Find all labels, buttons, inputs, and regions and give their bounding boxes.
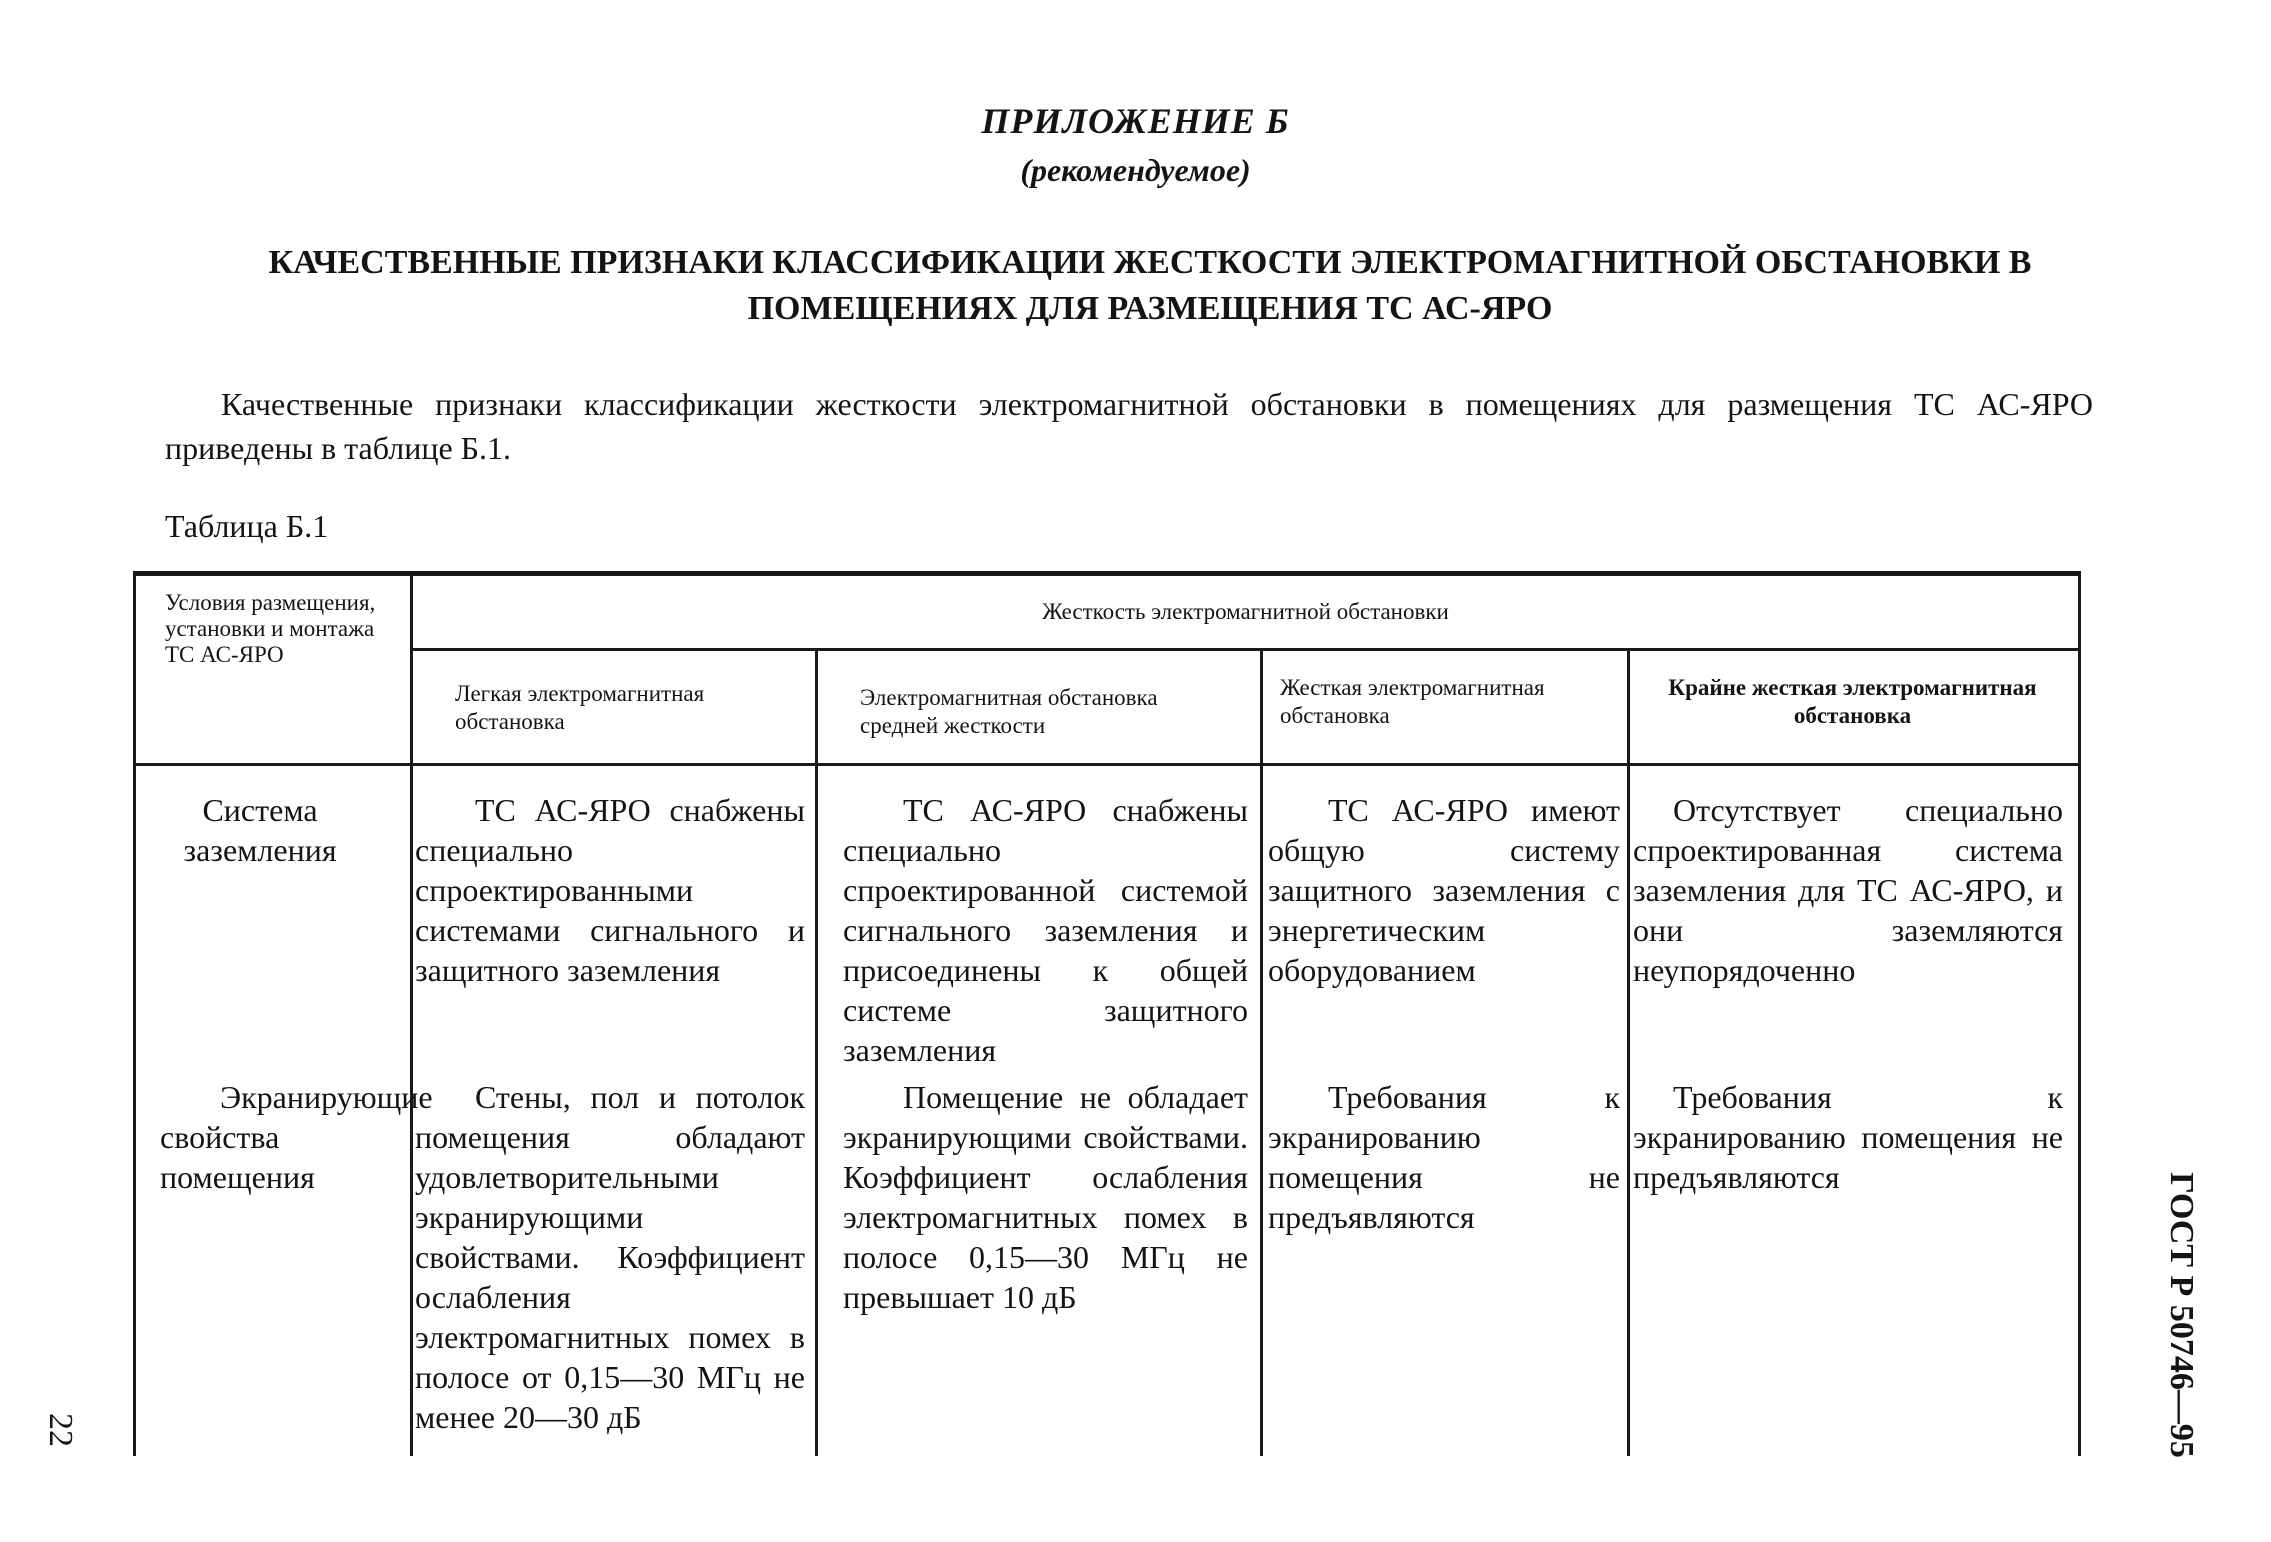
row-shielding-light: Стены, пол и потолок помещения обладают удовлетворительными экранирующими свойствами. Коэффициент ослабления электромагнитных помех в полосе от 0,15—30 МГц не менее 20—30 дБ [415, 1079, 805, 1435]
row-grounding-hard: ТС АС-ЯРО имеют общую систему защитного заземления с энергетическим оборудованием [1268, 792, 1620, 988]
col-divider-1 [410, 571, 413, 1456]
row-shielding-medium: Помещение не обладает экранирующими свойствами. Коэффициент ослабления электромагнитных помех в полосе 0,15—30 МГц не превышает 10 дБ [843, 1079, 1248, 1315]
row-grounding-medium: ТС АС-ЯРО снабжены специально спроектированной системой сигнального заземления и присоединены к общей системе защитного заземления [843, 792, 1248, 1068]
col-divider-2 [815, 648, 818, 1456]
sub-header-light: Легкая электромагнитная обстановка [455, 681, 705, 734]
table-right-border [2078, 571, 2081, 1456]
col-header-conditions: Условия размещения, установки и монтажа ТС АС-ЯРО [165, 590, 376, 667]
header-group-divider [410, 648, 2081, 651]
main-heading: КАЧЕСТВЕННЫЕ ПРИЗНАКИ КЛАССИФИКАЦИИ ЖЕСТКОСТИ ЭЛЕКТРОМАГНИТНОЙ ОБСТАНОВКИ В ПОМЕЩЕНИЯХ ДЛЯ РАЗМЕЩЕНИЯ ТС АС-ЯРО [268, 244, 2032, 327]
group-header-rigidity: Жесткость электромагнитной обстановки [1042, 599, 1449, 624]
table-left-border [133, 571, 136, 1456]
page-number-text: 22 [42, 1413, 79, 1447]
col-divider-4 [1627, 648, 1630, 1456]
page-number [40, 1400, 80, 1460]
row-shielding-condition: Экранирующие свойства помещения [160, 1079, 433, 1195]
row-grounding-light: ТС АС-ЯРО снабжены специально спроектированными системами сигнального и защитного заземления [415, 792, 805, 988]
appendix-subtitle: (рекомендуемое) [1020, 152, 1251, 188]
table-top-border [133, 571, 2081, 576]
row-shielding-extreme: Требования к экранированию помещения не предъявляются [1633, 1079, 2063, 1195]
row-grounding-extreme: Отсутствует специально спроектированная система заземления для ТС АС-ЯРО, и они заземляются неупорядоченно [1633, 792, 2063, 988]
table-label: Таблица Б.1 [165, 508, 329, 544]
sub-header-hard: Жесткая электромагнитная обстановка [1280, 675, 1545, 728]
sub-header-medium: Электромагнитная обстановка средней жесткости [860, 685, 1158, 738]
row-grounding-condition: Система заземления [183, 792, 337, 868]
col-divider-3 [1260, 648, 1263, 1456]
row-shielding-hard: Требования к экранированию помещения не предъявляются [1268, 1079, 1620, 1235]
intro-paragraph: Качественные признаки классификации жесткости электромагнитной обстановки в помещениях для размещения ТС АС-ЯРО приведены в таблице Б.1. [165, 386, 2093, 466]
sub-header-extreme: Крайне жесткая электромагнитная обстановка [1668, 675, 2037, 728]
standard-code [2151, 1150, 2211, 1480]
standard-code-text: ГОСТ Р 50746—95 [2163, 1172, 2200, 1458]
header-bottom-border [133, 763, 2081, 766]
appendix-title: ПРИЛОЖЕНИЕ Б [981, 101, 1290, 141]
